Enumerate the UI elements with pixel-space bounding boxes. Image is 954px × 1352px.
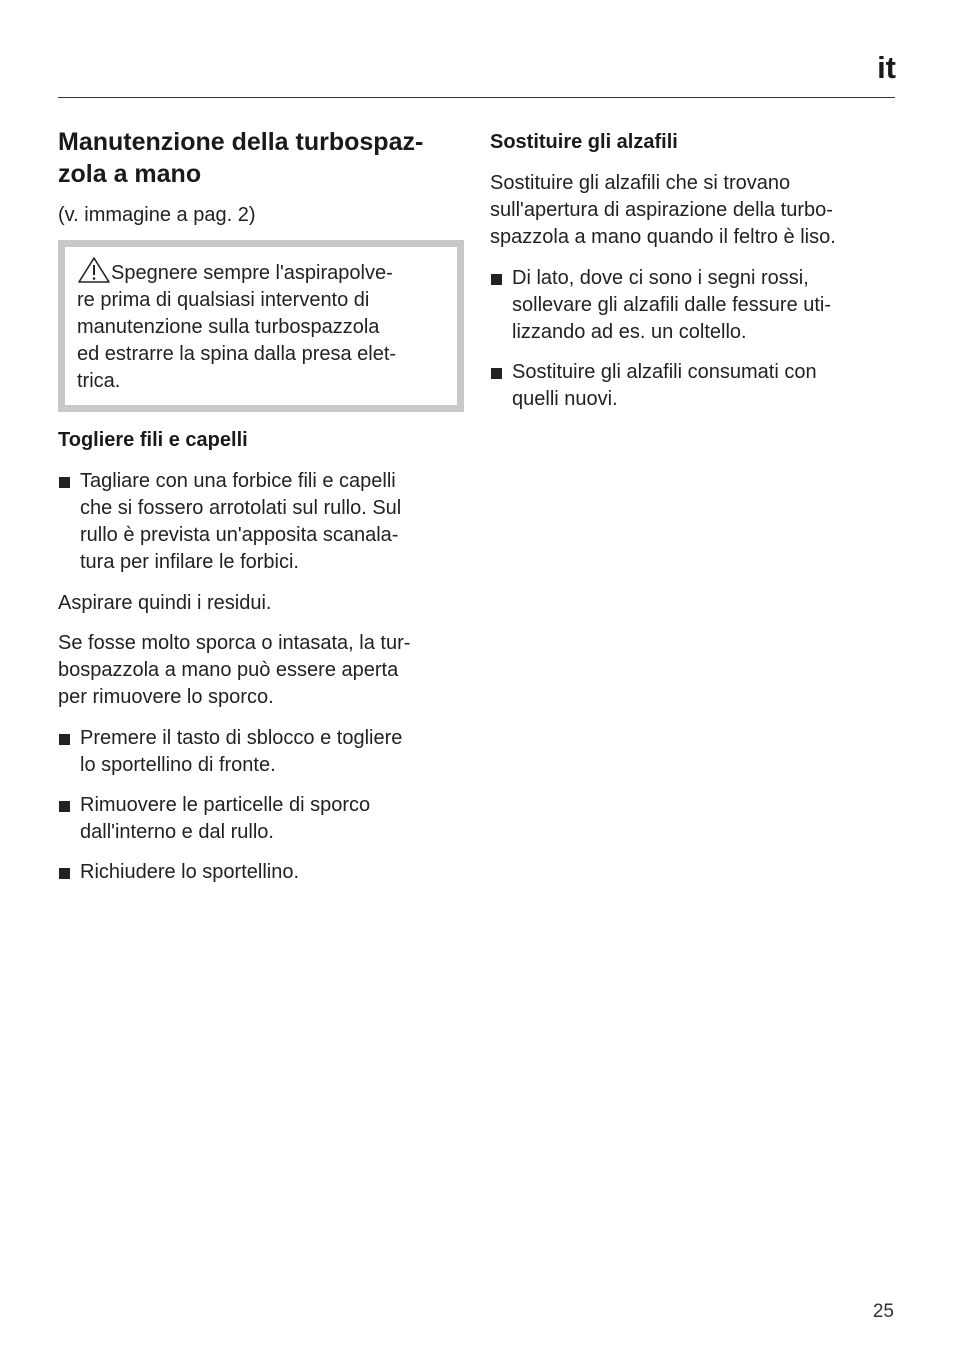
bullet2-line-2: lo sportellino di fronte. — [80, 754, 276, 776]
paragraph-aspirare: Aspirare quindi i residui. — [58, 592, 272, 614]
header-divider — [58, 97, 895, 98]
list-item — [58, 792, 466, 846]
bullet5-line-2: sollevare gli alzafili dalle fessure uti- — [512, 294, 832, 316]
bullet-square-icon — [490, 359, 512, 413]
para2-line-3: per rimuovere lo sporco. — [58, 686, 274, 708]
warning-line-3: manutenzione sulla turbospazzola — [77, 316, 380, 338]
bullet-square-icon — [490, 265, 512, 346]
page-number: 25 — [872, 1301, 894, 1322]
page-title — [58, 126, 466, 190]
warning-box — [58, 240, 464, 412]
list-item — [490, 265, 895, 346]
bullet-square-icon — [58, 859, 80, 886]
list-item — [58, 725, 466, 779]
warning-triangle-icon — [77, 256, 111, 284]
image-reference: (v. immagine a pag. 2) — [58, 204, 256, 226]
bullet-square-icon — [58, 468, 80, 576]
bullet-square-icon — [58, 725, 80, 779]
bullet1-line-3: rullo è prevista un'apposita scanala- — [80, 524, 399, 546]
title-line-2: zola a mano — [58, 160, 202, 188]
left-column — [58, 126, 466, 886]
para3-line-1: Sostituire gli alzafili che si trovano — [490, 172, 791, 194]
bullet1-line-1: Tagliare con una forbice fili e capelli — [80, 470, 396, 492]
para2-line-1: Se fosse molto sporca o intasata, la tur- — [58, 632, 411, 654]
section-title-fili: Togliere fili e capelli — [58, 429, 248, 451]
paragraph-sporca — [58, 630, 466, 711]
list-item — [58, 468, 466, 576]
bullet6-line-2: quelli nuovi. — [512, 388, 618, 410]
section-title-alzafili: Sostituire gli alzafili — [490, 131, 678, 153]
bullet3-line-2: dall'interno e dal rullo. — [80, 821, 274, 843]
warning-line-5: trica. — [77, 370, 121, 392]
list-item — [490, 359, 895, 413]
warning-line-1: Spegnere sempre l'aspirapolve- — [111, 262, 393, 284]
right-column — [490, 126, 895, 413]
title-line-1: Manutenzione della turbospaz- — [58, 128, 424, 156]
para3-line-3: spazzola a mano quando il feltro è liso. — [490, 226, 836, 248]
language-tag: it — [877, 50, 896, 85]
list-item — [58, 859, 466, 886]
para2-line-2: bospazzola a mano può essere aperta — [58, 659, 399, 681]
paragraph-sostituire — [490, 170, 895, 251]
bullet5-line-1: Di lato, dove ci sono i segni rossi, — [512, 267, 809, 289]
bullet4-text: Richiudere lo sportellino. — [80, 861, 300, 883]
bullet6-line-1: Sostituire gli alzafili consumati con — [512, 361, 817, 383]
bullet3-line-1: Rimuovere le particelle di sporco — [80, 794, 371, 816]
warning-line-2: re prima di qualsiasi intervento di — [77, 289, 370, 311]
bullet1-line-2: che si fossero arrotolati sul rullo. Sul — [80, 497, 402, 519]
bullet5-line-3: lizzando ad es. un coltello. — [512, 321, 747, 343]
para3-line-2: sull'apertura di aspirazione della turbo- — [490, 199, 833, 221]
warning-line-4: ed estrarre la spina dalla presa elet- — [77, 343, 397, 365]
bullet2-line-1: Premere il tasto di sblocco e togliere — [80, 727, 403, 749]
bullet-square-icon — [58, 792, 80, 846]
bullet1-line-4: tura per infilare le forbici. — [80, 551, 299, 573]
